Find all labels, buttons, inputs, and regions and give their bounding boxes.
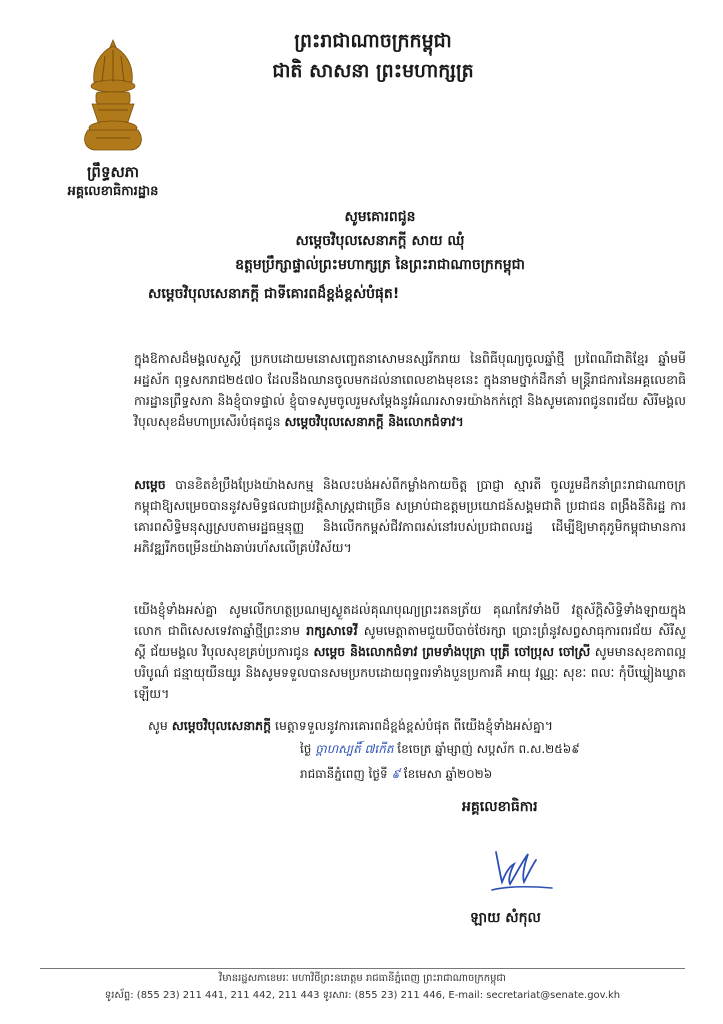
royal-emblem-icon <box>72 38 154 156</box>
paragraph-1-text: ក្នុងឱកាសដ៏មង្គលសួស្តី ប្រកបដោយមនោសញ្ចេតនាសោមនស្សរីករាយ នៃពិធីបុណ្យចូលឆ្នាំថ្មី ប្រពៃណីជាតិខ្មែរ ឆ្នាំមមី អដ្ឋស័ក ពុទ្ធសករាជ២៥៧០ ដែលនឹងឈានចូលមកដល់នាពេលខាងមុខនេះ ក្នុងនាមថ្នាក់ដឹកនាំ មន្ត្រីរាជការនៃអគ្គលេខាធិការដ្ឋានព្រឹទ្ធសភា និងខ្ញុំបាទផ្ទាល់ ខ្ញុំបាទសូមចូលរួមសម្តែងនូវអំណរសាទរយ៉ាងកក់ក្តៅ និងសូមគោរពជូនពរជ័យ សិរីមង្គល វិបុលសុខដ៏មហាប្រសើរបំផុតជូន <box>134 351 686 429</box>
lunar-date-rest: ខែចេត្រ ឆ្នាំម្សាញ់ សប្តស័ក ព.ស.២៥៦៩ <box>397 742 580 756</box>
paragraph-3-mid: សូមមេត្តាតាមជួយបីបាច់ថែរក្សា ប្រោះព្រំនូវសព្វសាធុការពរជ័យ សិរីសួស្តី ជ័យមង្គល វិបុលសុខគ្រប់ប្រការជូន <box>134 623 686 659</box>
paragraph-2 <box>134 474 686 558</box>
org-name-senate: ព្រឹទ្ធសភា <box>86 163 140 181</box>
handwritten-signature <box>488 846 558 896</box>
paragraph-1 <box>134 348 686 432</box>
addressee-block <box>150 205 610 277</box>
solar-date-prefix: រាជធានីភ្នំពេញ ថ្ងៃទី <box>300 767 388 781</box>
paragraph-3-bold-1: រាក្សសាទេវី <box>306 623 358 638</box>
closing-post: មេត្តាទទួលនូវការគោរពដ៏ខ្ពង់ខ្ពស់បំផុត ពីយើងខ្ញុំទាំងអស់គ្នា។ <box>275 718 554 733</box>
addressee-line2: សម្តេចវិបុលសេនាភក្តី សាយ ឈុំ <box>295 233 465 249</box>
paragraph-2-bold: សម្តេច <box>134 477 166 492</box>
addressee-line3: ឧត្តមប្រឹក្សាផ្ទាល់ព្រះមហាក្សត្រ នៃព្រះរាជាណាចក្រកម្ពុជា <box>235 257 525 273</box>
solar-date-rest: ខែមេសា ឆ្នាំ២០២៦ <box>403 767 493 781</box>
lunar-date-handwritten: ច្ពាហស្បតិ៍ ៧កើត <box>315 742 394 756</box>
kingdom-title: ព្រះរាជាណាចក្រកម្ពុជា <box>294 30 452 52</box>
paragraph-3-bold-2: សម្តេច និងលោកជំទាវ ព្រមទាំងបុត្រា បុត្រី ចៅប្រុស ចៅស្រី <box>313 644 591 659</box>
paragraph-3 <box>134 599 686 704</box>
lunar-date-prefix: ថ្ងៃ <box>300 742 312 756</box>
lunar-date <box>300 741 700 759</box>
org-department: អគ្គលេខាធិការដ្ឋាន <box>67 184 159 199</box>
kingdom-header <box>238 26 508 86</box>
solar-date <box>300 766 700 784</box>
paragraph-1-bold: សម្តេចវិបុលសេនាភក្តី និងលោកជំទាវ។ <box>284 414 464 429</box>
national-motto: ជាតិ សាសនា ព្រះមហាក្សត្រ <box>272 60 474 82</box>
salutation: សម្តេចវិបុលសេនាភក្តី ជាទីគោរពដ៏ខ្ពង់ខ្ពស់បំផុត! <box>148 286 400 302</box>
footer-address: វិមានរដ្ឋសភាខេមរៈ មហាវិថីព្រះនរោត្តម រាជធានីភ្នំពេញ ព្រះរាជាណាចក្រកម្ពុជា <box>219 973 506 984</box>
paragraph-3-text: យើងខ្ញុំទាំងអស់គ្នា សូមលើកហត្ថប្រណម្យស្ងួតដល់គុណបុណ្យព្រះរតនត្រ័យ គុណកែវទាំងបី វត្ថុស័ក្តិសិទ្ធិទាំងឡាយក្នុងលោក ជាពិសេសទេវតាឆ្នាំថ្មីព្រះនាម <box>134 602 686 638</box>
closing-line <box>148 718 688 737</box>
closing-pre: សូម <box>148 718 168 733</box>
signatory-title: អគ្គលេខាធិការ <box>462 799 538 815</box>
signatory-name: ឡាយ សំកុល <box>470 910 541 926</box>
paragraph-2-text: បានខិតខំប្រឹងប្រែងយ៉ាងសកម្ម និងលះបង់អស់ពីកម្លាំងកាយចិត្ត ប្រាជ្ញា ស្មារតី ចូលរួមដឹកនាំព្រះរាជាណាចក្រកម្ពុជាឱ្យសម្រេចបាននូវសមិទ្ធផលជាប្រវត្តិសាស្ត្រជាច្រើន សម្រាប់ជាឧត្តមប្រយោជន៍សង្គមជាតិ ប្រជាជន ពង្រឹងនីតិរដ្ឋ ការគោរពសិទ្ធិមនុស្សស្របតាមរដ្ឋធម្មនុញ្ញ និងលើកកម្ពស់ជីវភាពរស់នៅរបស់ប្រជាពលរដ្ឋ ដើម្បីឱ្យមាតុភូមិកម្ពុជាមានការអភិវឌ្ឍរីកចម្រើនយ៉ាងឆាប់រហ័សលើគ្រប់វិស័យ។ <box>134 477 686 555</box>
solar-date-handwritten: ៩ <box>391 767 400 781</box>
footer-divider <box>40 968 685 969</box>
closing-bold: សម្តេចវិបុលសេនាភក្តី <box>171 718 272 733</box>
paragraph-3-end: សូមមានសុខភាពល្អ បរិបូណ៌ ជន្មាយុយឺនយូរ និងសូមទទួលបានសមប្រកបដោយពុទ្ធពរទាំងបួនប្រការគឺ អាយុ វណ្ណៈ សុខៈ ពលៈ កុំបីឃ្លៀងឃ្លាតឡើយ។ <box>134 644 686 701</box>
org-name <box>52 162 174 202</box>
addressee-line1: សូមគោរពជូន <box>344 209 416 225</box>
footer-contact: ទូរស័ព្ទ: (855 23) 211 441, 211 442, 211 443 ទូរសារ: (855 23) 211 446, E-mail: secretariat@senate.gov.kh <box>104 990 621 1001</box>
